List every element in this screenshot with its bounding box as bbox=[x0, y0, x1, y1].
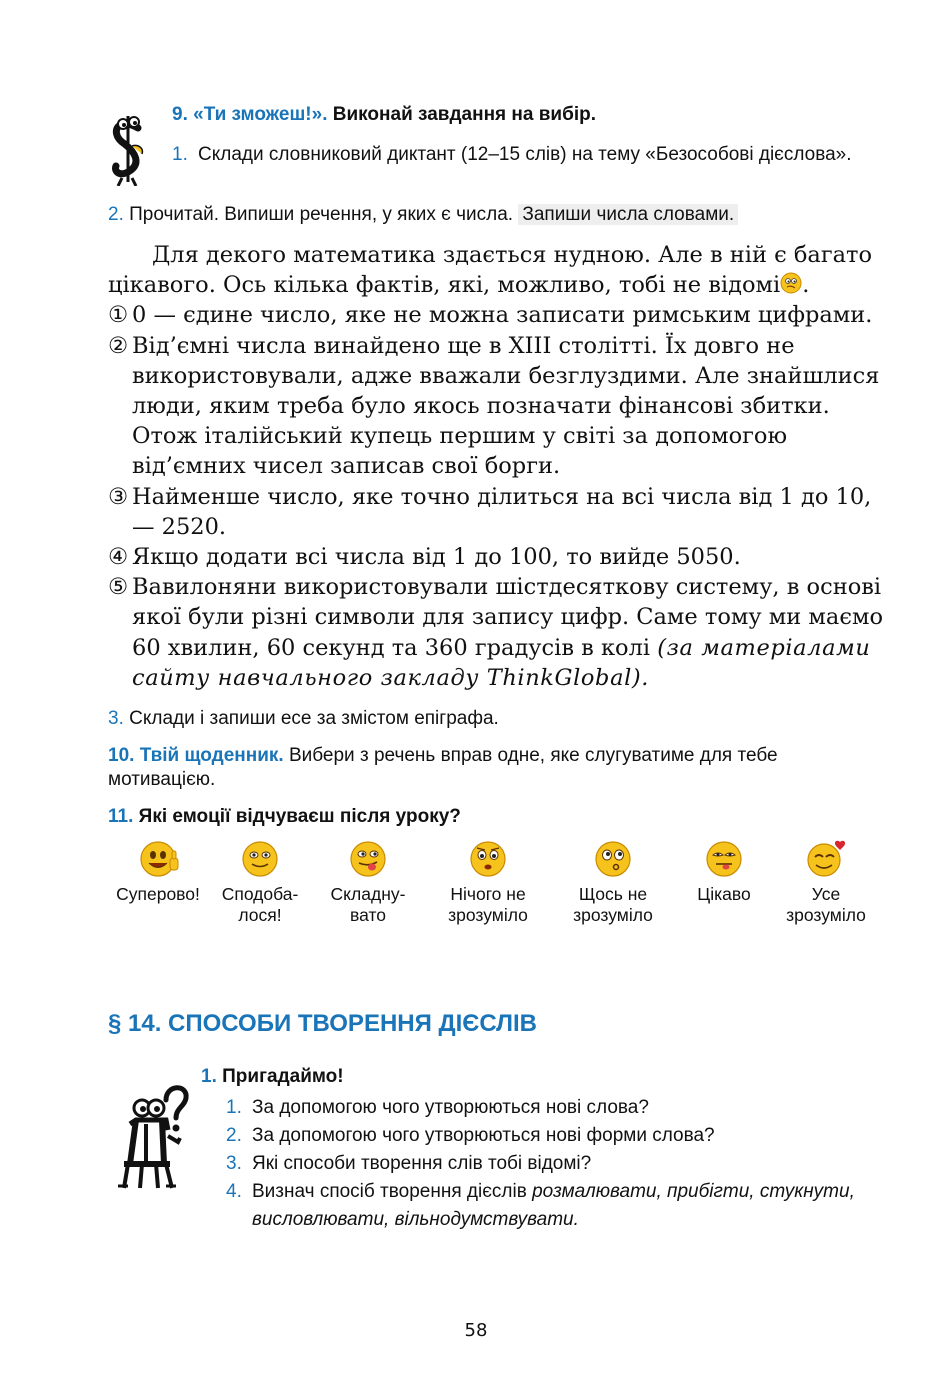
emotion-option[interactable] bbox=[108, 838, 208, 905]
emotion-option[interactable] bbox=[320, 838, 416, 926]
fact-item bbox=[108, 542, 883, 572]
question-number: 4. bbox=[226, 1181, 242, 1202]
task-title: Твій щоденник. bbox=[139, 745, 284, 766]
emotion-label: Усе bbox=[811, 884, 841, 904]
fact-text: Від’ємні числа винайдено ще в XIII столітті. Їх довго не використовували, адже вважали безглуздими. Але знайшлися люди, яким треба було якось позначати фінансові збитки. Отож італійський купець першим у світі за допомогою від’ємних чисел записав свої борги. bbox=[132, 332, 880, 480]
heart-eyes-face-icon bbox=[804, 838, 848, 878]
emotion-scale bbox=[108, 838, 888, 938]
emotion-label-2: зрозуміло bbox=[448, 905, 528, 925]
question-text: Визнач спосіб творення дієслів bbox=[252, 1181, 533, 1202]
fact-item bbox=[108, 482, 883, 542]
mascot-dollar-icon bbox=[108, 110, 154, 186]
task-text: Вибери з речень вправ одне, яке слугуватиме для тебе мотивацією. bbox=[108, 745, 778, 790]
emotion-label: Суперово! bbox=[116, 884, 200, 904]
question-text: Які способи творення слів тобі відомі? bbox=[252, 1153, 592, 1174]
task-title: Пригадаймо! bbox=[222, 1066, 344, 1087]
question-text: За допомогою чого утворюються нові слова? bbox=[252, 1097, 649, 1118]
mascot-question-icon bbox=[116, 1080, 192, 1192]
thumbs-up-smiley-icon bbox=[136, 838, 180, 878]
task-9-heading bbox=[172, 104, 596, 126]
intro-text: Для декого математика здається нудною. Але в ній є багато цікавого. Ось кілька фактів, які, можливо, тобі не відомі bbox=[108, 242, 873, 299]
emotion-label: Нічого не bbox=[450, 884, 526, 904]
sub-number: 1. bbox=[172, 144, 188, 165]
fact-marker: ① bbox=[108, 302, 129, 329]
fact-text: Якщо додати всі числа від 1 до 100, то вийде 5050. bbox=[132, 544, 741, 571]
question-number: 1. bbox=[226, 1097, 242, 1118]
task-number: 9. bbox=[172, 104, 188, 125]
emotion-option[interactable] bbox=[774, 838, 878, 926]
thinking-smiley-icon bbox=[780, 272, 802, 294]
recall-questions bbox=[226, 1094, 866, 1234]
question-item bbox=[226, 1150, 866, 1178]
recall-heading bbox=[201, 1066, 344, 1088]
emotion-option[interactable] bbox=[432, 838, 544, 926]
fact-marker: ④ bbox=[108, 544, 129, 571]
highlighted-instruction: Запиши числа словами. bbox=[518, 204, 738, 225]
emotion-label: Щось не bbox=[578, 884, 648, 904]
task-title: Які емоції відчуваєш після уроку? bbox=[138, 806, 461, 827]
fact-text: Вавилоняни використовували шістдесяткову систему, в основі якої були різні символи для запису цифр. Саме тому ми маємо 60 хвилин, 60 секунд та 360 градусів в колі bbox=[132, 574, 883, 661]
emotion-option[interactable] bbox=[686, 838, 762, 905]
passage-intro bbox=[108, 240, 883, 300]
fact-text: 0 — єдине число, яке не можна записати римським цифрами. bbox=[132, 302, 873, 329]
section-title: § 14. СПОСОБИ ТВОРЕННЯ ДІЄСЛІВ bbox=[108, 1010, 537, 1037]
sub-text: Прочитай. Випиши речення, у яких є числа. bbox=[129, 204, 514, 225]
question-number: 2. bbox=[226, 1125, 242, 1146]
task-11 bbox=[108, 806, 461, 828]
task-9-sub-1 bbox=[172, 142, 880, 168]
question-item bbox=[226, 1122, 866, 1150]
emotion-label-2: зрозуміло bbox=[573, 905, 653, 925]
question-item bbox=[226, 1178, 866, 1234]
intro-end: . bbox=[802, 272, 810, 299]
confused-face-icon bbox=[591, 838, 635, 878]
fact-marker: ② bbox=[108, 332, 129, 359]
task-9-sub-3 bbox=[108, 708, 499, 730]
sub-text: Склади і запиши есе за змістом епіграфа. bbox=[129, 708, 499, 729]
question-italic-words: розмалювати, прибігти, стукнути, висловлювати, вільнодумствувати. bbox=[252, 1181, 855, 1230]
task-number: 11. bbox=[108, 806, 134, 827]
worried-face-icon bbox=[466, 838, 510, 878]
fact-item bbox=[108, 572, 883, 693]
task-10 bbox=[108, 744, 868, 792]
tongue-out-face-icon bbox=[346, 838, 390, 878]
reading-passage bbox=[108, 240, 883, 693]
question-item bbox=[226, 1094, 866, 1122]
sub-text: Склади словниковий диктант (12–15 слів) на тему «Безособові дієслова». bbox=[198, 144, 852, 165]
task-number: 1. bbox=[201, 1066, 217, 1087]
curious-face-icon bbox=[702, 838, 746, 878]
emotion-label-2: зрозуміло bbox=[786, 905, 866, 925]
emotion-label-2: лося! bbox=[238, 905, 282, 925]
emotion-label-2: вато bbox=[350, 905, 386, 925]
emotion-option[interactable] bbox=[212, 838, 308, 926]
fact-marker: ③ bbox=[108, 483, 129, 510]
sub-number: 2. bbox=[108, 204, 124, 225]
emotion-label: Цікаво bbox=[697, 884, 751, 904]
task-number: 10. bbox=[108, 745, 135, 766]
fact-item bbox=[108, 300, 883, 330]
fact-text: Найменше число, яке точно ділиться на всі числа від 1 до 10, — 2520. bbox=[132, 483, 872, 540]
sub-number: 3. bbox=[108, 708, 124, 729]
task-instruction: Виконай завдання на вибір. bbox=[332, 104, 597, 125]
smiling-face-icon bbox=[238, 838, 282, 878]
fact-marker: ⑤ bbox=[108, 574, 129, 601]
question-number: 3. bbox=[226, 1153, 242, 1174]
emotion-label: Складну- bbox=[330, 884, 406, 904]
emotion-option[interactable] bbox=[560, 838, 666, 926]
emotion-label: Сподоба- bbox=[221, 884, 299, 904]
fact-item bbox=[108, 331, 883, 482]
task-9-sub-2 bbox=[108, 204, 738, 226]
task-title: «Ти зможеш!». bbox=[193, 104, 328, 125]
source-citation: (за матеріалами сайту навчального закладу ThinkGlobal). bbox=[132, 634, 871, 691]
question-text: За допомогою чого утворюються нові форми слова? bbox=[252, 1125, 715, 1146]
page-number: 58 bbox=[464, 1320, 488, 1341]
